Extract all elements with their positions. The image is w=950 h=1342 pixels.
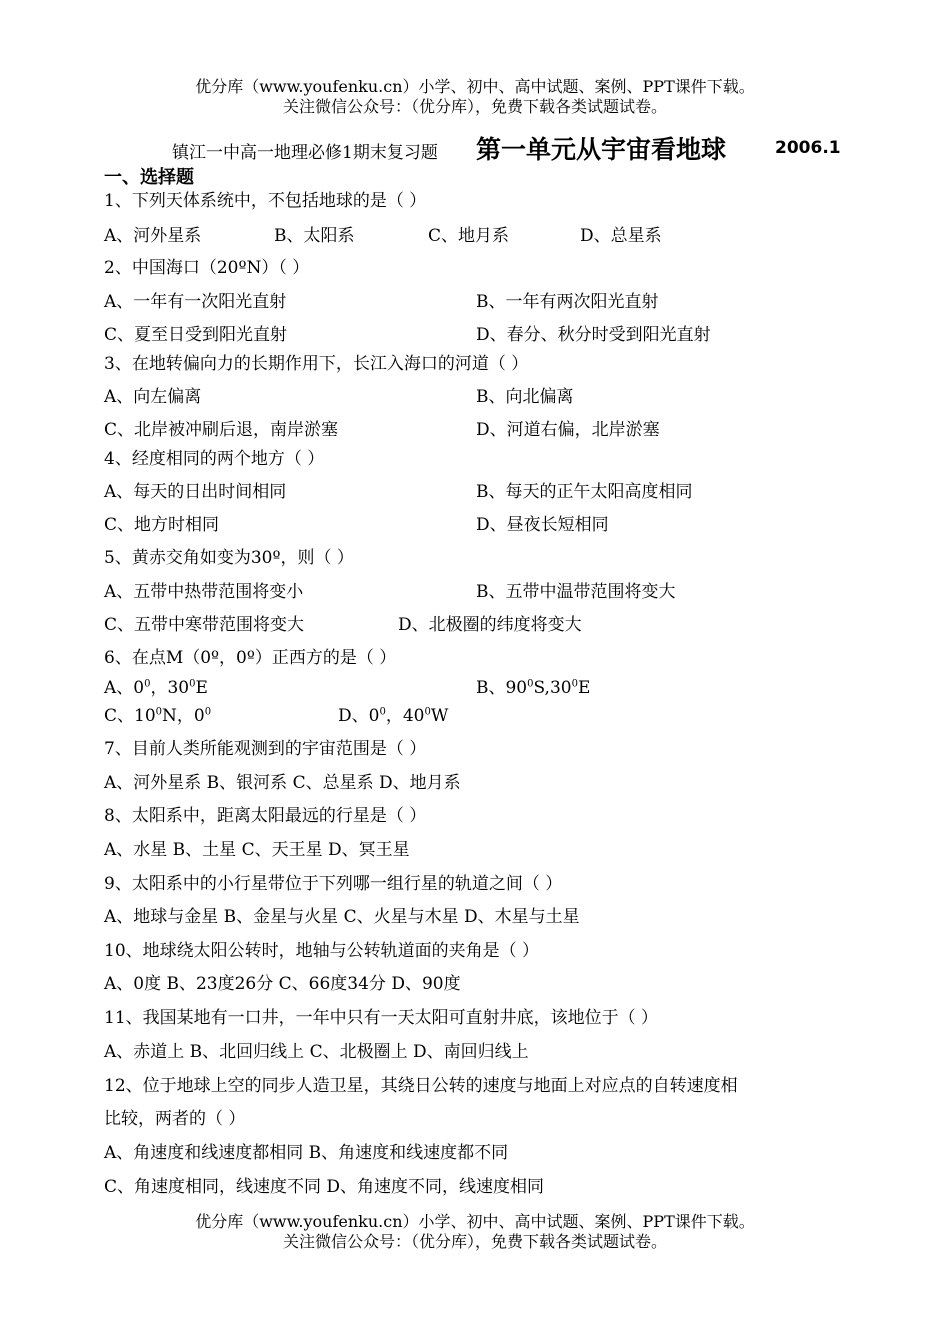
q6-b-e: E [577, 678, 591, 698]
question-11-stem: 11、我国某地有一口井，一年中只有一天太阳可直射井底，该地位于（ ） [104, 1008, 659, 1028]
title-unit: 第一单元从宇宙看地球 [476, 135, 727, 164]
question-11-options: A、赤道上 B、北回归线上 C、北极圈上 D、南回归线上 [104, 1042, 529, 1062]
question-5-stem: 5、黄赤交角如变为30º，则（ ） [104, 548, 354, 568]
question-2-option-c: C、夏至日受到阳光直射 [104, 325, 288, 345]
question-5-option-c: C、五带中寒带范围将变大 [104, 615, 305, 635]
question-1-option-a: A、河外星系 [104, 226, 202, 246]
question-4-option-c: C、地方时相同 [104, 515, 220, 535]
question-5-option-d: D、北极圈的纬度将变大 [398, 615, 582, 635]
q6-d-tail: ，40 [385, 706, 425, 726]
degree-sup: 0 [571, 678, 578, 690]
title-date: 2006.1 [775, 138, 841, 158]
question-12-stem: 12、位于地球上空的同步人造卫星，其绕日公转的速度与地面上对应点的自转速度相 [104, 1076, 738, 1096]
q6-a-tail: ，30 [150, 678, 190, 698]
header-line-1: 优分库（www.youfenku.cn）小学、初中、高中试题、案例、PPT课件下载。 [195, 77, 755, 96]
question-1-option-b: B、太阳系 [274, 226, 355, 246]
question-2-option-a: A、一年有一次阳光直射 [104, 292, 287, 312]
question-4-option-d: D、昼夜长短相同 [476, 515, 609, 535]
question-2-option-d: D、春分、秋分时受到阳光直射 [476, 325, 711, 345]
question-8-options: A、水星 B、土星 C、天王星 D、冥王星 [104, 840, 410, 860]
question-6-option-a [104, 677, 208, 699]
question-1-option-c: C、地月系 [428, 226, 510, 246]
question-3-option-d: D、河道右偏，北岸淤塞 [476, 420, 660, 440]
q6-d-w: W [430, 706, 449, 726]
degree-sup: 0 [527, 678, 534, 690]
q6-d-label: D、0 [338, 706, 380, 726]
question-2-stem: 2、中国海口（20ºN）（ ） [104, 258, 310, 278]
question-4-stem: 4、经度相同的两个地方（ ） [104, 449, 325, 469]
degree-sup: 0 [155, 706, 163, 718]
question-10-options: A、0度 B、23度26分 C、66度34分 D、90度 [104, 974, 461, 994]
section-heading: 一、选择题 [104, 167, 194, 188]
degree-sup: 0 [379, 706, 386, 718]
title-school: 镇江一中高一地理必修1期末复习题 [172, 143, 438, 163]
question-12-stem-cont: 比较，两者的（ ） [104, 1109, 246, 1129]
question-12-options-2: C、角速度相同，线速度不同 D、角速度不同，线速度相同 [104, 1177, 545, 1197]
question-3-option-a: A、向左偏离 [104, 387, 202, 407]
question-2-option-b: B、一年有两次阳光直射 [476, 292, 659, 312]
q6-c-label: C、10 [104, 706, 156, 726]
question-3-option-c: C、北岸被冲刷后退，南岸淤塞 [104, 420, 339, 440]
question-6-option-d [338, 705, 448, 727]
degree-sup: 0 [424, 706, 431, 718]
question-3-option-b: B、向北偏离 [476, 387, 574, 407]
question-7-stem: 7、目前人类所能观测到的宇宙范围是（ ） [104, 739, 427, 759]
question-9-options: A、地球与金星 B、金星与火星 C、火星与木星 D、木星与土星 [104, 907, 580, 927]
question-6-stem: 6、在点M（0º，0º）正西方的是（ ） [104, 648, 397, 668]
footer-line-1: 优分库（www.youfenku.cn）小学、初中、高中试题、案例、PPT课件下载。 [195, 1212, 755, 1231]
footer-line-2: 关注微信公众号：（优分库），免费下载各类试题试卷。 [282, 1232, 667, 1251]
q6-b-label: B、90 [476, 678, 528, 698]
q6-a-e: E [195, 678, 208, 698]
question-3-stem: 3、在地转偏向力的长期作用下，长江入海口的河道（ ） [104, 354, 529, 374]
q6-c-tail: N，0 [162, 706, 205, 726]
degree-sup: 0 [204, 706, 212, 718]
question-8-stem: 8、太阳系中，距离太阳最远的行星是（ ） [104, 806, 427, 826]
question-4-option-b: B、每天的正午太阳高度相同 [476, 482, 693, 502]
title-row [0, 130, 950, 166]
question-1-stem: 1、下列天体系统中，不包括地球的是（ ） [104, 191, 427, 211]
question-6-option-b [476, 677, 590, 699]
question-10-stem: 10、地球绕太阳公转时，地轴与公转轨道面的夹角是（ ） [104, 941, 540, 961]
degree-sup: 0 [144, 678, 151, 690]
question-12-options-1: A、角速度和线速度都相同 B、角速度和线速度都不同 [104, 1143, 509, 1163]
question-5-option-b: B、五带中温带范围将变大 [476, 582, 676, 602]
question-6-option-c [104, 705, 211, 727]
question-7-options: A、河外星系 B、银河系 C、总星系 D、地月系 [104, 773, 461, 793]
q6-a-label: A、0 [104, 678, 145, 698]
question-5-option-a: A、五带中热带范围将变小 [104, 582, 304, 602]
header-line-2: 关注微信公众号：（优分库），免费下载各类试题试卷。 [282, 97, 667, 116]
question-4-option-a: A、每天的日出时间相同 [104, 482, 287, 502]
degree-sup: 0 [189, 678, 196, 690]
q6-b-tail: S,30 [533, 678, 572, 698]
question-9-stem: 9、太阳系中的小行星带位于下列哪一组行星的轨道之间（ ） [104, 874, 563, 894]
question-1-option-d: D、总星系 [580, 226, 662, 246]
